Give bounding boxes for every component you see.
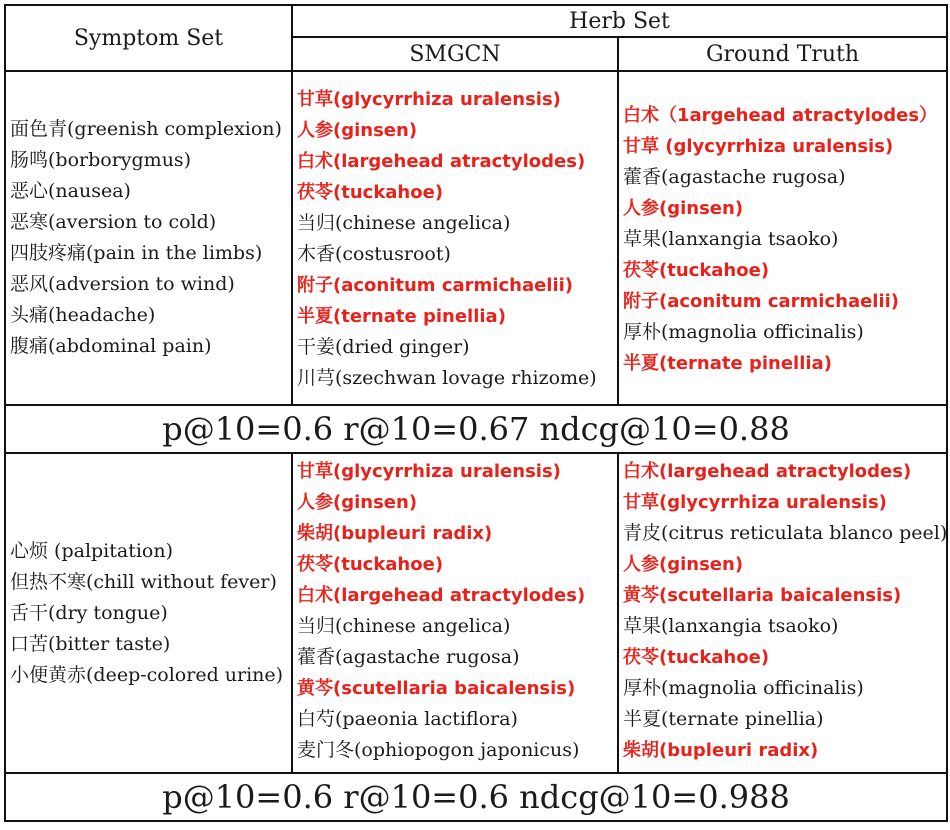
herb-item: 白芍(paeonia lactiflora) [297, 708, 518, 730]
symptom-item: 口苦(bitter taste) [10, 632, 171, 655]
herb-item-hit: 人参(ginsen) [297, 492, 418, 513]
herb-item: 木香(costusroot) [297, 243, 451, 265]
herb-item-hit: 茯苓(tuckahoe) [623, 260, 770, 281]
herb-item: 川芎(szechwan lovage rhizome) [297, 367, 597, 389]
smgcn-herb-list [297, 456, 613, 766]
symptom-item: 头痛(headache) [10, 304, 156, 326]
herb-item-hit: 甘草 (glycyrrhiza uralensis) [623, 136, 894, 157]
herb-item-hit: 人参(ginsen) [623, 554, 744, 575]
herb-item: 当归(chinese angelica) [297, 615, 511, 637]
symptom-item: 但热不寒(chill without fever) [10, 570, 277, 593]
herb-set-header: Herb Set [292, 5, 947, 37]
herb-item-hit: 半夏(ternate pinellia) [297, 306, 506, 327]
symptom-set-header: Symptom Set [5, 5, 292, 71]
herb-item: 草果(lanxangia tsaoko) [623, 615, 839, 637]
smgcn-header: SMGCN [292, 37, 618, 71]
herb-item-hit: 人参(ginsen) [297, 120, 418, 141]
ground-truth-cell-1 [618, 71, 947, 405]
smgcn-cell-2 [292, 453, 618, 773]
symptom-cell-2 [5, 453, 292, 773]
herb-item-hit: 茯苓(tuckahoe) [297, 182, 444, 203]
herb-item: 半夏(ternate pinellia) [623, 708, 824, 730]
symptom-item: 恶风(adversion to wind) [10, 273, 235, 295]
ground-truth-header: Ground Truth [618, 37, 947, 71]
smgcn-herb-list [297, 84, 613, 394]
symptom-item: 四肢疼痛(pain in the limbs) [10, 242, 263, 264]
herb-item-hit: 白术(largehead atractylodes) [297, 585, 586, 606]
case-row-2 [5, 453, 947, 773]
symptom-item: 腹痛(abdominal pain) [10, 335, 212, 357]
herb-item-hit: 白术(largehead atractylodes) [297, 151, 586, 172]
symptom-item: 舌干(dry tongue) [10, 601, 168, 624]
herb-item-hit: 黄芩(scutellaria baicalensis) [297, 678, 576, 699]
herb-item: 麦门冬(ophiopogon japonicus) [297, 739, 580, 761]
smgcn-cell-1 [292, 71, 618, 405]
results-table [4, 4, 948, 822]
herb-item-hit: 白术(largehead atractylodes) [623, 461, 912, 482]
symptom-list [10, 536, 289, 691]
metrics-row-2: p@10=0.6 r@10=0.6 ndcg@10=0.988 [5, 773, 947, 821]
herb-item-hit: 附子(aconitum carmichaelii) [623, 291, 900, 312]
symptom-item: 心烦 (palpitation) [10, 539, 174, 562]
herb-item-hit: 柴胡(bupleuri radix) [297, 523, 493, 544]
herb-item-hit: 甘草(glycyrrhiza uralensis) [623, 492, 887, 513]
herb-item-hit: 黄芩(scutellaria baicalensis) [623, 585, 902, 606]
herb-item-hit: 甘草(glycyrrhiza uralensis) [297, 89, 561, 110]
herb-item: 厚朴(magnolia officinalis) [623, 677, 864, 699]
ground-truth-cell-2 [618, 453, 947, 773]
herb-item-hit: 附子(aconitum carmichaelii) [297, 275, 574, 296]
herb-item: 青皮(citrus reticulata blanco peel) [623, 522, 948, 544]
symptom-cell-1 [5, 71, 292, 405]
symptom-item: 面色青(greenish complexion) [10, 118, 282, 140]
ground-truth-herb-list [623, 456, 948, 766]
metrics-row-1: p@10=0.6 r@10=0.67 ndcg@10=0.88 [5, 405, 947, 453]
herb-item: 藿香(agastache rugosa) [623, 166, 846, 188]
herb-item: 藿香(agastache rugosa) [297, 646, 520, 668]
herb-item-hit: 白术（1argehead atractylodes） [623, 105, 938, 126]
herb-item-hit: 柴胡(bupleuri radix) [623, 740, 819, 761]
herb-item: 干姜(dried ginger) [297, 336, 470, 358]
case-row-1 [5, 71, 947, 405]
herb-item-hit: 茯苓(tuckahoe) [623, 647, 770, 668]
herb-item-hit: 茯苓(tuckahoe) [297, 554, 444, 575]
symptom-item: 肠鸣(borborygmus) [10, 149, 192, 171]
herb-item: 当归(chinese angelica) [297, 212, 511, 234]
symptom-item: 恶寒(aversion to cold) [10, 211, 217, 233]
herb-item: 草果(lanxangia tsaoko) [623, 228, 839, 250]
symptom-item: 恶心(nausea) [10, 180, 131, 202]
symptom-item: 小便黄赤(deep-colored urine) [10, 663, 284, 686]
ground-truth-herb-list [623, 100, 942, 379]
herb-item-hit: 甘草(glycyrrhiza uralensis) [297, 461, 561, 482]
herb-item-hit: 半夏(ternate pinellia) [623, 353, 832, 374]
herb-item: 厚朴(magnolia officinalis) [623, 321, 864, 343]
herb-item-hit: 人参(ginsen) [623, 198, 744, 219]
symptom-list [10, 114, 289, 362]
